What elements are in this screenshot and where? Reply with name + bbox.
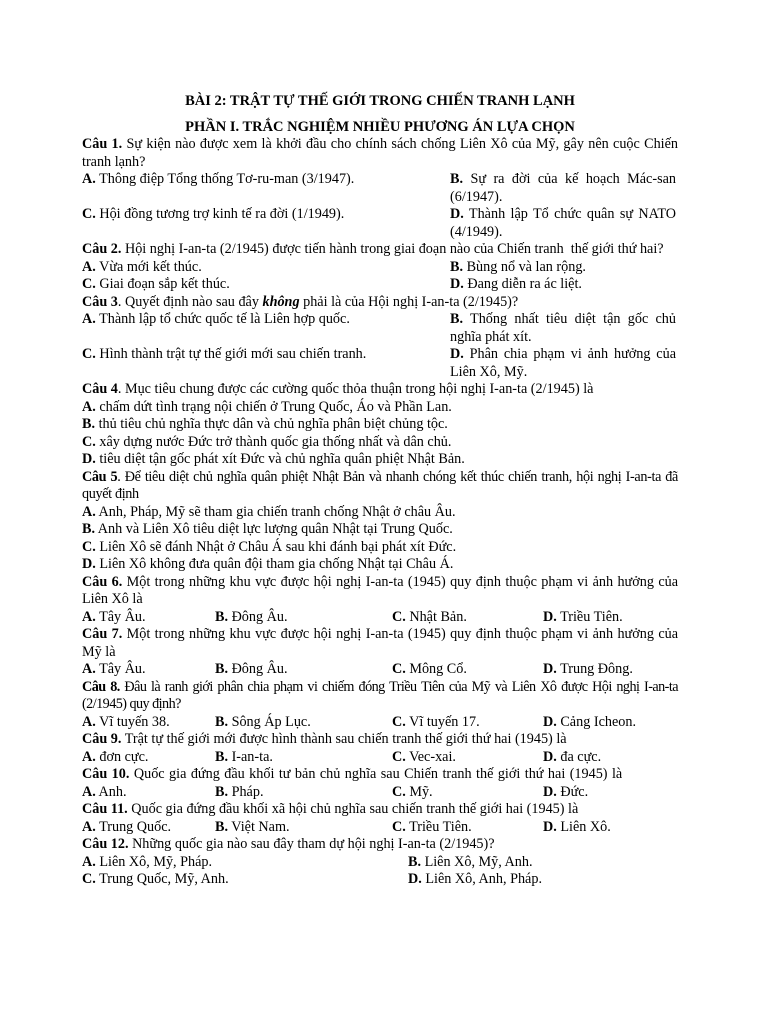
option-c: C. Hội đồng tương trợ kinh tế ra đời (1/1949). bbox=[82, 206, 345, 222]
option-d: D. Triều Tiên. bbox=[543, 608, 623, 625]
options-row bbox=[82, 206, 678, 241]
option-b: B. Đông Âu. bbox=[215, 608, 288, 625]
section-heading: PHẦN I. TRẮC NGHIỆM NHIỀU PHƯƠNG ÁN LỰA CHỌN bbox=[185, 119, 575, 135]
question-10 bbox=[82, 766, 678, 784]
option-c: C. Nhật Bản. bbox=[392, 608, 467, 625]
option-a: A. Liên Xô, Mỹ, Pháp. bbox=[82, 853, 213, 870]
option-a: A. Vừa mới kết thúc. bbox=[82, 258, 202, 275]
options-row bbox=[82, 819, 678, 837]
question-6 bbox=[82, 574, 678, 609]
question-number: Câu 12. bbox=[82, 836, 129, 852]
option-d: D. Thành lập Tổ chức quân sự NATO (4/1949). bbox=[450, 206, 676, 240]
options-row bbox=[82, 714, 678, 732]
option-c: C. xây dựng nước Đức trở thành quốc gia thống nhất và dân chủ. bbox=[82, 433, 452, 450]
option-d: D. đa cực. bbox=[543, 748, 602, 765]
option-c: C. Vĩ tuyến 17. bbox=[392, 713, 480, 730]
question-text: Đâu là ranh giới phân chia phạm vi chiếm đóng Triều Tiên của Mỹ và Liên Xô được Hội nghị I-an-ta (2/1945) quy định? bbox=[82, 678, 678, 712]
option-d: D. Đức. bbox=[543, 783, 589, 800]
question-text: Quốc gia đứng đầu khối xã hội chủ nghĩa sau chiến tranh thế giới hai (1945) là bbox=[127, 801, 579, 817]
option-c: C. Vec-xai. bbox=[392, 748, 456, 765]
option-a: A. Trung Quốc. bbox=[82, 818, 172, 835]
question-text: Hội nghị I-an-ta (2/1945) được tiến hành trong giai đoạn nào của Chiến tranh thế giới thứ hai? bbox=[121, 241, 664, 257]
question-number: Câu 10. bbox=[82, 766, 130, 782]
options-row bbox=[82, 346, 678, 381]
question-number: Câu 5 bbox=[82, 468, 118, 485]
options-row bbox=[82, 171, 678, 206]
option-b: B. Pháp. bbox=[215, 783, 264, 800]
option-c: C. Hình thành trật tự thế giới mới sau chiến tranh. bbox=[82, 346, 367, 362]
question-9 bbox=[82, 731, 678, 749]
options-row bbox=[82, 871, 678, 889]
question-text: . Để tiêu diệt chủ nghĩa quân phiệt Nhật Bản và nhanh chóng kết thúc chiến tranh, hội nghị I-an-ta đã quyết định bbox=[82, 468, 679, 502]
option-c: C. Mỹ. bbox=[392, 783, 433, 800]
option-d: D. Liên Xô, Anh, Pháp. bbox=[408, 871, 542, 887]
document-title: BÀI 2: TRẬT TỰ THẾ GIỚI TRONG CHIẾN TRANH LẠNH bbox=[185, 93, 575, 109]
question-8 bbox=[82, 679, 678, 714]
emphasis-text: không bbox=[262, 293, 300, 310]
option-a: A. Thông điệp Tổng thống Tơ-ru-man (3/1947). bbox=[82, 171, 355, 187]
options-row bbox=[82, 749, 678, 767]
question-number: Câu 8. bbox=[82, 678, 120, 695]
option-a: A. Anh. bbox=[82, 783, 127, 800]
options-row bbox=[82, 311, 678, 346]
option-c: C. Trung Quốc, Mỹ, Anh. bbox=[82, 871, 229, 887]
option-a: A. Vĩ tuyến 38. bbox=[82, 713, 170, 730]
question-number: Câu 3 bbox=[82, 293, 118, 310]
question-2 bbox=[82, 241, 678, 259]
question-4 bbox=[82, 381, 678, 399]
option-b: B. Sự ra đời của kế hoạch Mác-san (6/1947). bbox=[450, 171, 676, 205]
option-b: B. I-an-ta. bbox=[215, 748, 273, 765]
option-a: A. Thành lập tổ chức quốc tế là Liên hợp quốc. bbox=[82, 311, 350, 327]
option-d: D. Phân chia phạm vi ảnh hưởng của Liên Xô, Mỹ. bbox=[450, 346, 676, 380]
option-b: B. Thống nhất tiêu diệt tận gốc chủ nghĩa phát xít. bbox=[450, 311, 676, 345]
options-row bbox=[82, 609, 678, 627]
question-7 bbox=[82, 626, 678, 661]
option-a: A. Anh, Pháp, Mỹ sẽ tham gia chiến tranh chống Nhật ở châu Âu. bbox=[82, 503, 456, 520]
option-d: D. Đang diễn ra ác liệt. bbox=[450, 276, 582, 292]
option-c: C. Liên Xô sẽ đánh Nhật ở Châu Á sau khi đánh bại phát xít Đức. bbox=[82, 538, 457, 555]
question-number: Câu 11. bbox=[82, 801, 128, 817]
question-text: Quốc gia đứng đầu khối tư bản chủ nghĩa sau Chiến tranh thế giới thứ hai (1945) là bbox=[129, 766, 623, 782]
question-text: Một trong những khu vực được hội nghị I-an-ta (1945) quy định thuộc phạm vi ảnh hưởng của Mỹ là bbox=[82, 626, 679, 660]
option-a: A. Tây Âu. bbox=[82, 608, 146, 625]
option-b: B. thủ tiêu chủ nghĩa thực dân và chủ nghĩa phân biệt chủng tộc. bbox=[82, 416, 448, 432]
option-d: D. Trung Đông. bbox=[543, 661, 633, 677]
option-d: D. Cảng Icheon. bbox=[543, 713, 636, 730]
question-11 bbox=[82, 801, 678, 819]
option-a: A. chấm dứt tình trạng nội chiến ở Trung Quốc, Áo và Phần Lan. bbox=[82, 398, 452, 415]
question-text: Sự kiện nào được xem là khởi đầu cho chính sách chống Liên Xô của Mỹ, gây nên cuộc Chiến tranh lạnh? bbox=[82, 136, 678, 170]
question-number: Câu 7. bbox=[82, 626, 123, 642]
option-c: C. Mông Cổ. bbox=[392, 661, 467, 677]
question-number: Câu 4 bbox=[82, 381, 118, 397]
question-text: Những quốc gia nào sau đây tham dự hội nghị I-an-ta (2/1945)? bbox=[128, 836, 495, 852]
question-12 bbox=[82, 836, 678, 854]
option-d: D. Liên Xô. bbox=[543, 818, 611, 835]
options-row bbox=[82, 784, 678, 802]
question-text: . Mục tiêu chung được các cường quốc thỏa thuận trong hội nghị I-an-ta (2/1945) là bbox=[117, 381, 594, 397]
options-row bbox=[82, 276, 678, 294]
option-b: B. Bùng nổ và lan rộng. bbox=[450, 258, 586, 275]
document-content bbox=[82, 92, 678, 889]
question-text: Trật tự thế giới mới được hình thành sau chiến tranh thế giới thứ hai (1945) là bbox=[121, 731, 567, 747]
option-b: B. Việt Nam. bbox=[215, 818, 290, 835]
option-b: B. Anh và Liên Xô tiêu diệt lực lượng quân Nhật tại Trung Quốc. bbox=[82, 521, 453, 537]
question-number: Câu 1. bbox=[82, 136, 123, 152]
question-number: Câu 6. bbox=[82, 573, 123, 590]
options-row bbox=[82, 854, 678, 872]
question-number: Câu 9. bbox=[82, 731, 122, 747]
question-1 bbox=[82, 136, 678, 171]
option-b: B. Sông Áp Lục. bbox=[215, 713, 311, 730]
option-b: B. Đông Âu. bbox=[215, 661, 288, 677]
options-row bbox=[82, 661, 678, 679]
option-a: A. Tây Âu. bbox=[82, 661, 146, 677]
option-c: C. Triều Tiên. bbox=[392, 818, 472, 835]
option-b: B. Liên Xô, Mỹ, Anh. bbox=[408, 853, 533, 870]
question-text: Một trong những khu vực được hội nghị I-an-ta (1945) quy định thuộc phạm vi ảnh hưởng của Liên Xô là bbox=[82, 573, 679, 607]
option-d: D. tiêu diệt tận gốc phát xít Đức và chủ nghĩa quân phiệt Nhật Bản. bbox=[82, 451, 465, 467]
question-number: Câu 2. bbox=[82, 241, 122, 257]
option-d: D. Liên Xô không đưa quân đội tham gia chống Nhật tại Châu Á. bbox=[82, 556, 454, 572]
option-a: A. đơn cực. bbox=[82, 748, 149, 765]
options-row bbox=[82, 259, 678, 277]
question-3: Câu 3. Quyết định nào sau đây không phải là của Hội nghị I-an-ta (2/1945)? bbox=[82, 293, 519, 310]
question-5 bbox=[82, 469, 678, 504]
option-c: C. Giai đoạn sắp kết thúc. bbox=[82, 276, 230, 292]
